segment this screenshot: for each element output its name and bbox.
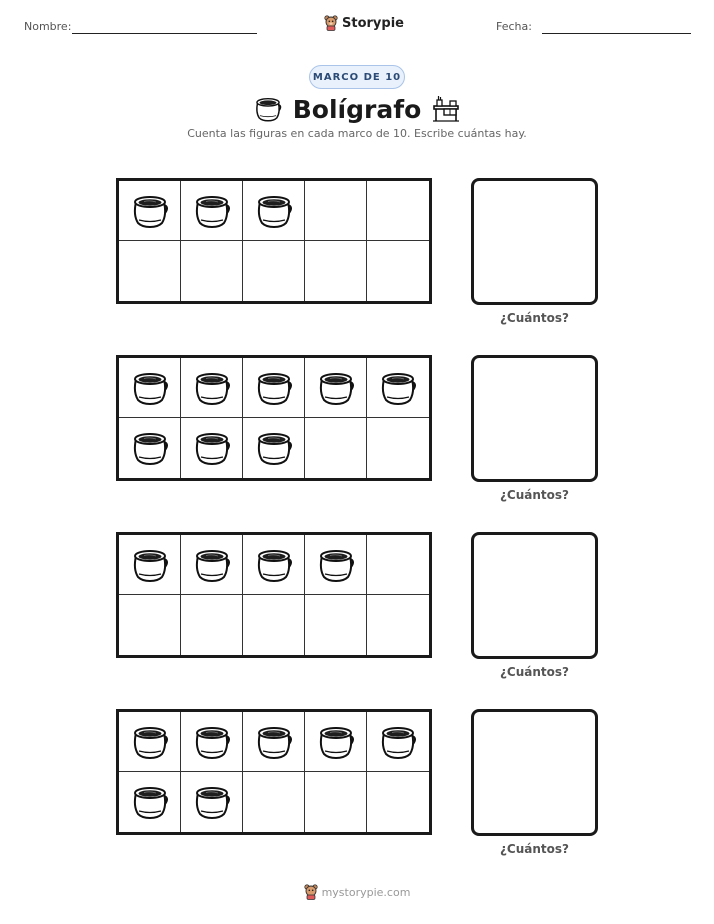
footer xyxy=(0,884,714,900)
worksheet-badge: MARCO DE 10 xyxy=(309,65,405,89)
ten-frame xyxy=(116,532,432,658)
frame-cell xyxy=(305,181,367,241)
frame-cell xyxy=(367,712,429,772)
pot-icon xyxy=(130,783,170,821)
frame-cell xyxy=(305,772,367,832)
pot-icon xyxy=(316,723,356,761)
ten-frame xyxy=(116,355,432,481)
frame-cell xyxy=(181,535,243,595)
frame-cell xyxy=(305,535,367,595)
frame-cell xyxy=(119,181,181,241)
frame-cell xyxy=(243,712,305,772)
frame-cell xyxy=(243,595,305,655)
date-line[interactable] xyxy=(542,33,691,34)
question-label: ¿Cuántos? xyxy=(499,665,570,679)
pot-icon xyxy=(254,723,294,761)
frame-cell xyxy=(305,595,367,655)
instructions: Cuenta las figuras en cada marco de 10. Escribe cuántas hay. xyxy=(187,127,527,140)
frame-cell xyxy=(119,535,181,595)
frame-cell xyxy=(119,595,181,655)
footer-url[interactable]: mystorypie.com xyxy=(321,885,411,899)
answer-box[interactable] xyxy=(471,355,598,482)
frame-cell xyxy=(181,595,243,655)
frame-cell xyxy=(119,358,181,418)
answer-box[interactable] xyxy=(471,709,598,836)
page-title: Bolígrafo xyxy=(292,94,422,124)
bear-icon xyxy=(304,884,318,900)
pot-icon xyxy=(192,429,232,467)
pot-icon xyxy=(253,95,283,123)
pot-icon xyxy=(192,546,232,584)
pot-icon xyxy=(192,369,232,407)
frame-cell xyxy=(305,241,367,301)
frame-cell xyxy=(119,772,181,832)
frame-cell xyxy=(119,418,181,478)
frame-cell xyxy=(181,241,243,301)
frame-cell xyxy=(181,712,243,772)
frame-cell xyxy=(243,358,305,418)
pot-icon xyxy=(254,546,294,584)
pot-icon xyxy=(316,369,356,407)
pot-icon xyxy=(192,192,232,230)
pot-icon xyxy=(254,429,294,467)
frame-cell xyxy=(243,535,305,595)
date-label: Fecha: xyxy=(496,20,532,33)
pot-icon xyxy=(130,546,170,584)
frame-cell xyxy=(243,772,305,832)
frame-cell xyxy=(367,418,429,478)
frame-cell xyxy=(181,418,243,478)
frame-cell xyxy=(305,418,367,478)
frame-cell xyxy=(305,712,367,772)
bear-icon xyxy=(324,15,338,31)
desk-icon xyxy=(431,95,461,123)
pot-icon xyxy=(192,783,232,821)
pot-icon xyxy=(378,369,418,407)
pot-icon xyxy=(378,723,418,761)
pot-icon xyxy=(130,192,170,230)
frame-cell xyxy=(367,358,429,418)
logo xyxy=(324,12,404,34)
frame-cell xyxy=(243,181,305,241)
frame-cell xyxy=(181,181,243,241)
ten-frame xyxy=(116,178,432,304)
pot-icon xyxy=(130,369,170,407)
name-label: Nombre: xyxy=(24,20,72,33)
pot-icon xyxy=(316,546,356,584)
question-label: ¿Cuántos? xyxy=(499,311,570,325)
frame-cell xyxy=(367,595,429,655)
name-line[interactable] xyxy=(72,33,257,34)
question-label: ¿Cuántos? xyxy=(499,842,570,856)
pot-icon xyxy=(130,429,170,467)
pot-icon xyxy=(130,723,170,761)
answer-box[interactable] xyxy=(471,532,598,659)
title-row xyxy=(0,91,714,127)
frame-cell xyxy=(243,241,305,301)
frame-cell xyxy=(367,241,429,301)
answer-box[interactable] xyxy=(471,178,598,305)
frame-cell xyxy=(119,241,181,301)
frame-cell xyxy=(367,772,429,832)
frame-cell xyxy=(119,712,181,772)
frame-cell xyxy=(367,535,429,595)
ten-frame xyxy=(116,709,432,835)
frame-cell xyxy=(181,358,243,418)
pot-icon xyxy=(192,723,232,761)
pot-icon xyxy=(254,192,294,230)
frame-cell xyxy=(367,181,429,241)
question-label: ¿Cuántos? xyxy=(499,488,570,502)
logo-text: Storypie xyxy=(342,15,404,31)
pot-icon xyxy=(254,369,294,407)
frame-cell xyxy=(243,418,305,478)
frame-cell xyxy=(305,358,367,418)
frame-cell xyxy=(181,772,243,832)
